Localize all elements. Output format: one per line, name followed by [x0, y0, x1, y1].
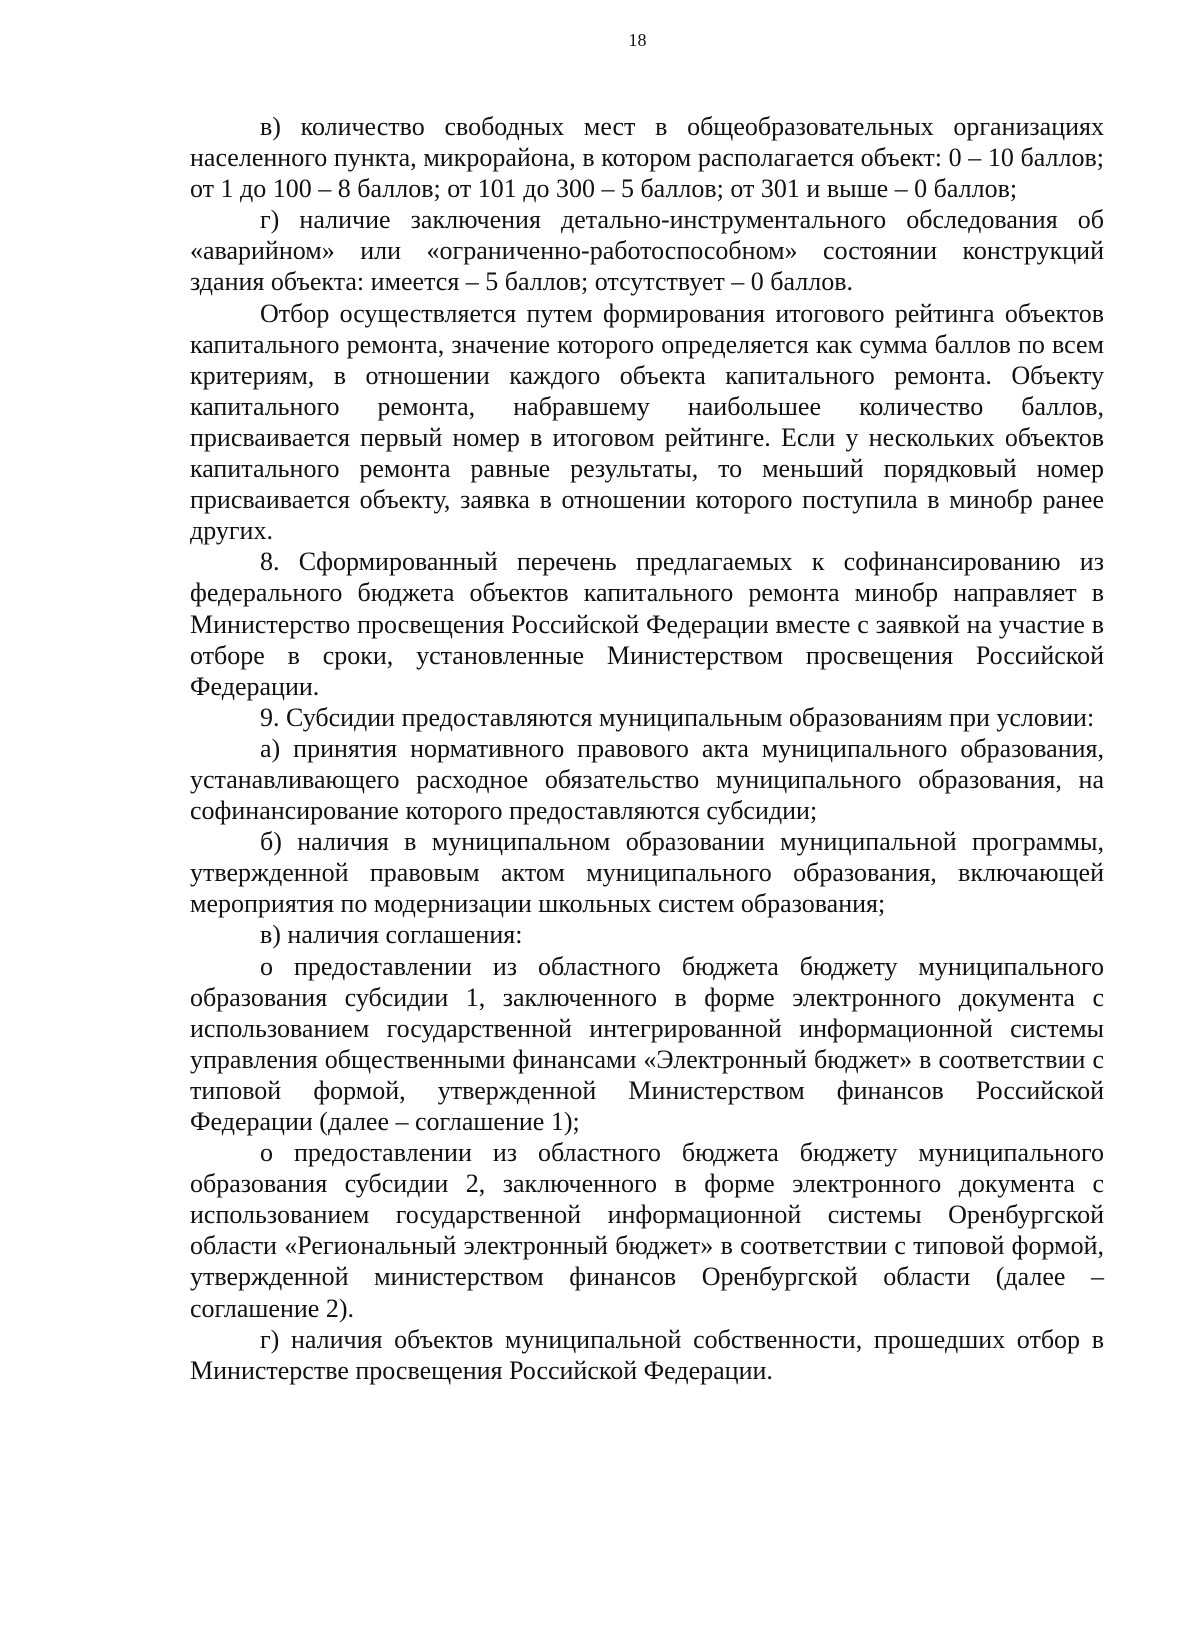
paragraph-criterion-g-inspection: г) наличие заключения детально-инструментального обследования об «аварийном» или «ограниченно-работоспособном» состоянии конструкций здания объекта: имеется – 5 баллов; отсутствует – 0 баллов. [190, 205, 1104, 297]
document-body [190, 111, 1104, 1386]
paragraph-condition-g: г) наличия объектов муниципальной собственности, прошедших отбор в Министерстве просвещения Российской Федерации. [190, 1324, 1104, 1385]
paragraph-agreement-1: о предоставлении из областного бюджета бюджету муниципального образования субсидии 1, заключенного в форме электронного документа с использованием государственной интегрированной информационной системы управления общественными финансами «Электронный бюджет» в соответствии с типовой формой, утвержденной Министерством финансов Российской Федерации (далее – соглашение 1); [190, 951, 1104, 1136]
paragraph-item-8: 8. Сформированный перечень предлагаемых к софинансированию из федерального бюджета объектов капитального ремонта минобр направляет в Министерство просвещения Российской Федерации вместе с заявкой на участие в отборе в сроки, установленные Министерством просвещения Российской Федерации. [190, 547, 1104, 701]
paragraph-condition-b: б) наличия в муниципальном образовании муниципальной программы, утвержденной правовым актом муниципального образования, включающей мероприятия по модернизации школьных систем образования; [190, 827, 1104, 919]
paragraph-item-9: 9. Субсидии предоставляются муниципальным образованиям при условии: [260, 702, 1095, 732]
paragraph-selection-rating: Отбор осуществляется путем формирования итогового рейтинга объектов капитального ремонта, значение которого определяется как сумма баллов по всем критериям, в отношении каждого объекта капитального ремонта. Объекту капитального ремонта, набравшему наибольшее количество баллов, присваивается первый номер в итоговом рейтинге. Если у нескольких объектов капитального ремонта равные результаты, то меньший порядковый номер присваивается объекту, заявка в отношении которого поступила в минобр ранее других. [190, 298, 1104, 546]
page-number: 18 [628, 30, 647, 50]
paragraph-criterion-v-free-places: в) количество свободных мест в общеобразовательных организациях населенного пункта, микрорайона, в котором располагается объект: 0 – 10 баллов; от 1 до 100 – 8 баллов; от 101 до 300 – 5 баллов; от 301 и выше – 0 баллов; [190, 112, 1104, 204]
paragraph-condition-v: в) наличия соглашения: [260, 920, 523, 950]
paragraph-condition-a: а) принятия нормативного правового акта муниципального образования, устанавливающего расходное обязательство муниципального образования, на софинансирование которого предоставляются субсидии; [190, 733, 1104, 826]
paragraph-agreement-2: о предоставлении из областного бюджета бюджету муниципального образования субсидии 2, заключенного в форме электронного документа с использованием государственной информационной системы Оренбургской области «Региональный электронный бюджет» в соответствии с типовой формой, утвержденной министерством финансов Оренбургской области (далее – соглашение 2). [190, 1138, 1104, 1323]
